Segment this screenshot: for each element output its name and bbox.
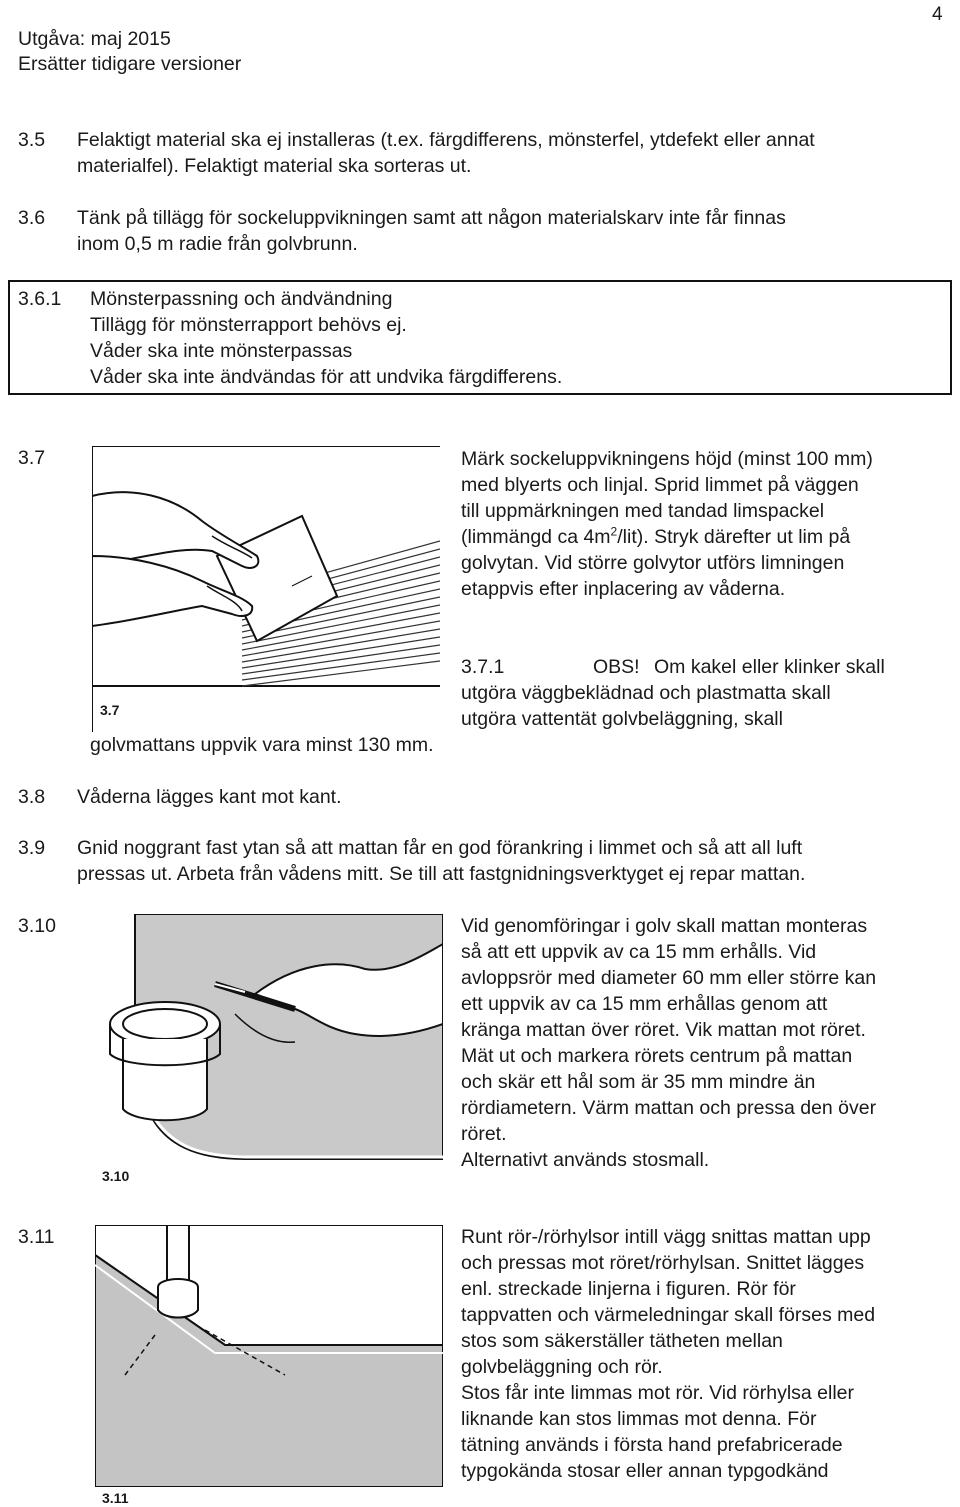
figure-3-11-illustration [95, 1225, 443, 1487]
section-3-7-1-line-3: utgöra vattentät golvbeläggning, skall [461, 708, 783, 730]
section-3-6-1-title: Mönsterpassning och ändvändning [90, 288, 393, 310]
section-3-11-line-9: tätning används i första hand prefabricerade [461, 1434, 843, 1456]
section-3-7-line-4-superscript: 2 [610, 524, 618, 539]
section-3-11-number: 3.11 [18, 1226, 55, 1248]
section-3-7-number: 3.7 [18, 447, 46, 469]
section-3-7-line-2: med blyerts och linjal. Sprid limmet på väggen [461, 474, 859, 496]
section-3-6-1-line-3: Våder ska inte ändvändas för att undvika färgdifferens. [90, 366, 563, 388]
section-3-5-number: 3.5 [18, 129, 46, 151]
figure-3-10-illustration [95, 914, 443, 1164]
page-number: 4 [932, 4, 943, 25]
section-3-6-1-number: 3.6.1 [18, 288, 62, 310]
section-3-9-line-1: Gnid noggrant fast ytan så att mattan får en god förankring i limmet och så att all luft [77, 837, 803, 859]
section-3-11-line-3: enl. streckade linjerna i figuren. Rör för [461, 1278, 796, 1300]
section-3-11-line-8: liknande kan stos limmas mot denna. För [461, 1408, 817, 1430]
section-3-10-line-4: ett uppvik av ca 15 mm erhållas genom att [461, 993, 828, 1015]
section-3-10-line-7: och skär ett hål som är 35 mm mindre än [461, 1071, 816, 1093]
section-3-7-line-6: etappvis efter inplacering av våderna. [461, 578, 786, 600]
figure-3-7-illustration [92, 446, 440, 732]
figure-3-10 [95, 914, 443, 1164]
section-3-7-line-4 [461, 524, 850, 550]
section-3-10-line-3: avloppsrör med diameter 60 mm eller större kan [461, 967, 877, 989]
section-3-6-1-line-1: Tillägg för mönsterrapport behövs ej. [90, 314, 407, 336]
figure-3-11 [95, 1225, 443, 1487]
section-3-7-1-line-1: Om kakel eller klinker skall [654, 656, 885, 678]
section-3-7-1-line-4: golvmattans uppvik vara minst 130 mm. [90, 734, 434, 756]
section-3-6-line-1: Tänk på tillägg för sockeluppvikningen samt att någon materialskarv inte får finnas [77, 207, 786, 229]
section-3-7-line-1: Märk sockeluppvikningens höjd (minst 100 mm) [461, 448, 873, 470]
section-3-10-number: 3.10 [18, 915, 56, 937]
section-3-7-line-3: till uppmärkningen med tandad limspackel [461, 500, 825, 522]
figure-3-11-label: 3.11 [102, 1490, 129, 1506]
section-3-8-number: 3.8 [18, 786, 46, 808]
section-3-11-line-2: och pressas mot röret/rörhylsan. Snittet lägges [461, 1252, 865, 1274]
section-3-8-text: Våderna lägges kant mot kant. [77, 786, 342, 808]
section-3-6-1-line-2: Våder ska inte mönsterpassas [90, 340, 353, 362]
figure-3-7-label: 3.7 [100, 702, 120, 718]
figure-3-7 [92, 446, 440, 732]
section-3-11-line-10: typgokända stosar eller annan typgodkänd [461, 1460, 829, 1482]
section-3-11-line-5: stos som säkerställer tätheten mellan [461, 1330, 783, 1352]
section-3-6-line-2: inom 0,5 m radie från golvbrunn. [77, 233, 358, 255]
section-3-11-line-6: golvbeläggning och rör. [461, 1356, 663, 1378]
section-3-7-1-obs: OBS! [593, 656, 640, 678]
section-3-7-line-4b: /lit). Stryk därefter ut lim på [617, 526, 851, 548]
section-3-10-line-10: Alternativt används stosmall. [461, 1149, 710, 1171]
section-3-10-line-6: Mät ut och markera rörets centrum på mattan [461, 1045, 853, 1067]
section-3-5-line-1: Felaktigt material ska ej installeras (t.ex. färgdifferens, mönsterfel, ytdefekt eller annat [77, 129, 815, 151]
section-3-10-line-5: kränga mattan över röret. Vik mattan mot röret. [461, 1019, 866, 1041]
figure-3-10-label: 3.10 [102, 1168, 130, 1184]
section-3-7-line-4a: (limmängd ca 4m [461, 526, 611, 548]
section-3-9-number: 3.9 [18, 837, 46, 859]
section-3-5-line-2: materialfel). Felaktigt material ska sorteras ut. [77, 155, 472, 177]
section-3-11-line-4: tappvatten och värmeledningar skall förses med [461, 1304, 876, 1326]
section-3-11-line-7: Stos får inte limmas mot rör. Vid rörhylsa eller [461, 1382, 855, 1404]
section-3-10-line-1: Vid genomföringar i golv skall mattan monteras [461, 915, 868, 937]
section-3-6-number: 3.6 [18, 207, 46, 229]
section-3-11-line-1: Runt rör-/rörhylsor intill vägg snittas mattan upp [461, 1226, 871, 1248]
section-3-7-1-line-2: utgöra väggbeklädnad och plastmatta skall [461, 682, 831, 704]
edition-date: Utgåva: maj 2015 [18, 28, 171, 50]
section-3-10-line-2: så att ett uppvik av ca 15 mm erhålls. Vid [461, 941, 817, 963]
section-3-9-line-2: pressas ut. Arbeta från vådens mitt. Se till att fastgnidningsverktyget ej repar mattan. [77, 863, 806, 885]
section-3-7-line-5: golvytan. Vid större golvytor utförs limningen [461, 552, 845, 574]
section-3-10-line-9: röret. [461, 1123, 507, 1145]
section-3-7-1-number: 3.7.1 [461, 656, 505, 678]
section-3-10-line-8: rördiametern. Värm mattan och pressa den över [461, 1097, 877, 1119]
replaces-note: Ersätter tidigare versioner [18, 53, 242, 75]
